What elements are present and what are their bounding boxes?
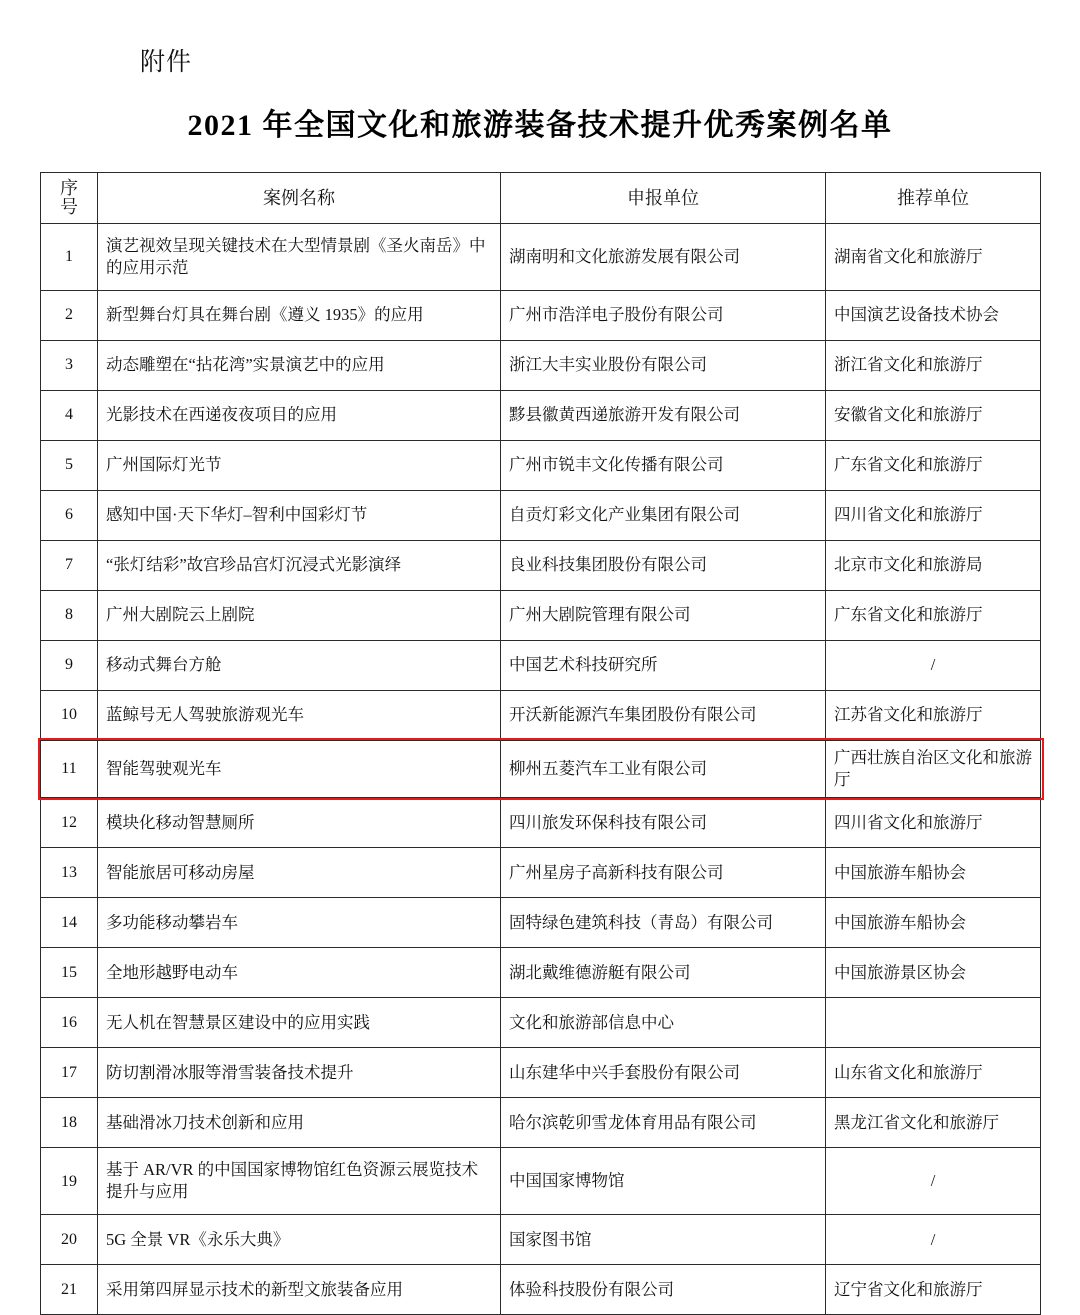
cell-recommend-unit: 山东省文化和旅游厅 xyxy=(826,1048,1041,1098)
cell-case-name: 演艺视效呈现关键技术在大型情景剧《圣火南岳》中的应用示范 xyxy=(98,223,501,290)
cell-recommend-unit: 广西壮族自治区文化和旅游厅 xyxy=(826,740,1041,798)
cell-recommend-unit: 江苏省文化和旅游厅 xyxy=(826,690,1041,740)
cell-recommend-unit: / xyxy=(826,640,1041,690)
cell-apply-unit: 广州市锐丰文化传播有限公司 xyxy=(501,440,826,490)
cell-recommend-unit: 黑龙江省文化和旅游厅 xyxy=(826,1098,1041,1148)
column-header-sequence-line2: 号 xyxy=(60,196,78,217)
column-header-sequence-line1: 序 xyxy=(60,178,78,198)
cell-recommend-unit: 湖南省文化和旅游厅 xyxy=(826,223,1041,290)
table-row xyxy=(41,898,1041,948)
table-row xyxy=(41,540,1041,590)
cell-apply-unit: 柳州五菱汽车工业有限公司 xyxy=(501,740,826,798)
cell-sequence: 18 xyxy=(41,1098,98,1148)
page-title: 2021 年全国文化和旅游装备技术提升优秀案例名单 xyxy=(187,109,893,142)
cell-case-name: 广州大剧院云上剧院 xyxy=(98,590,501,640)
table-row xyxy=(41,490,1041,540)
cell-apply-unit: 良业科技集团股份有限公司 xyxy=(501,540,826,590)
column-header-apply-unit: 申报单位 xyxy=(501,173,826,224)
cell-sequence: 10 xyxy=(41,690,98,740)
cell-sequence: 20 xyxy=(41,1215,98,1265)
table-row xyxy=(41,690,1041,740)
cell-recommend-unit: 中国旅游车船协会 xyxy=(826,898,1041,948)
cell-case-name: 智能旅居可移动房屋 xyxy=(98,848,501,898)
cell-recommend-unit: 浙江省文化和旅游厅 xyxy=(826,340,1041,390)
cell-case-name: 移动式舞台方舱 xyxy=(98,640,501,690)
column-header-sequence xyxy=(41,173,98,224)
cell-recommend-unit: 四川省文化和旅游厅 xyxy=(826,490,1041,540)
cell-case-name: 多功能移动攀岩车 xyxy=(98,898,501,948)
cell-case-name: 防切割滑冰服等滑雪装备技术提升 xyxy=(98,1048,501,1098)
table-header-row xyxy=(41,173,1041,224)
cell-apply-unit: 中国艺术科技研究所 xyxy=(501,640,826,690)
table-row xyxy=(41,948,1041,998)
cell-sequence: 17 xyxy=(41,1048,98,1098)
table-row xyxy=(41,998,1041,1048)
cell-sequence: 4 xyxy=(41,390,98,440)
table-row xyxy=(41,1098,1041,1148)
cell-case-name: 感知中国·天下华灯–智利中国彩灯节 xyxy=(98,490,501,540)
cell-case-name: 广州国际灯光节 xyxy=(98,440,501,490)
cell-case-name: 基于 AR/VR 的中国国家博物馆红色资源云展览技术提升与应用 xyxy=(98,1148,501,1215)
cell-sequence: 19 xyxy=(41,1148,98,1215)
column-header-case-name: 案例名称 xyxy=(98,173,501,224)
cell-apply-unit: 固特绿色建筑科技（青岛）有限公司 xyxy=(501,898,826,948)
cell-case-name: 动态雕塑在“拈花湾”实景演艺中的应用 xyxy=(98,340,501,390)
cell-sequence: 11 xyxy=(41,740,98,798)
cell-case-name: 基础滑冰刀技术创新和应用 xyxy=(98,1098,501,1148)
case-list-table xyxy=(40,172,1041,1315)
cell-apply-unit: 湖北戴维德游艇有限公司 xyxy=(501,948,826,998)
table-row xyxy=(41,390,1041,440)
cell-recommend-unit: / xyxy=(826,1215,1041,1265)
cell-sequence: 12 xyxy=(41,798,98,848)
cell-apply-unit: 广州市浩洋电子股份有限公司 xyxy=(501,290,826,340)
cell-case-name: 模块化移动智慧厕所 xyxy=(98,798,501,848)
cell-apply-unit: 国家图书馆 xyxy=(501,1215,826,1265)
cell-sequence: 1 xyxy=(41,223,98,290)
cell-case-name: 5G 全景 VR《永乐大典》 xyxy=(98,1215,501,1265)
table-row xyxy=(41,223,1041,290)
cell-recommend-unit: 四川省文化和旅游厅 xyxy=(826,798,1041,848)
cell-recommend-unit: 广东省文化和旅游厅 xyxy=(826,590,1041,640)
cell-sequence: 3 xyxy=(41,340,98,390)
table-row xyxy=(41,340,1041,390)
cell-apply-unit: 自贡灯彩文化产业集团有限公司 xyxy=(501,490,826,540)
column-header-recommend-unit: 推荐单位 xyxy=(826,173,1041,224)
cell-apply-unit: 文化和旅游部信息中心 xyxy=(501,998,826,1048)
cell-recommend-unit: 中国旅游车船协会 xyxy=(826,848,1041,898)
cell-apply-unit: 广州大剧院管理有限公司 xyxy=(501,590,826,640)
cell-recommend-unit: 安徽省文化和旅游厅 xyxy=(826,390,1041,440)
cell-apply-unit: 湖南明和文化旅游发展有限公司 xyxy=(501,223,826,290)
cell-apply-unit: 体验科技股份有限公司 xyxy=(501,1265,826,1315)
cell-recommend-unit: 中国旅游景区协会 xyxy=(826,948,1041,998)
cell-apply-unit: 开沃新能源汽车集团股份有限公司 xyxy=(501,690,826,740)
cell-sequence: 16 xyxy=(41,998,98,1048)
cell-sequence: 13 xyxy=(41,848,98,898)
cell-recommend-unit: 北京市文化和旅游局 xyxy=(826,540,1041,590)
cell-case-name: “张灯结彩”故宫珍品宫灯沉浸式光影演绎 xyxy=(98,540,501,590)
table-header xyxy=(41,173,1041,224)
cell-case-name: 光影技术在西递夜夜项目的应用 xyxy=(98,390,501,440)
table-row xyxy=(41,848,1041,898)
cell-case-name: 智能驾驶观光车 xyxy=(98,740,501,798)
table-row xyxy=(41,1215,1041,1265)
cell-case-name: 蓝鲸号无人驾驶旅游观光车 xyxy=(98,690,501,740)
cell-sequence: 9 xyxy=(41,640,98,690)
cell-recommend-unit xyxy=(826,998,1041,1048)
table-row xyxy=(41,440,1041,490)
table-row xyxy=(41,740,1041,798)
table-row xyxy=(41,590,1041,640)
cell-case-name: 新型舞台灯具在舞台剧《遵义 1935》的应用 xyxy=(98,290,501,340)
cell-apply-unit: 哈尔滨乾卯雪龙体育用品有限公司 xyxy=(501,1098,826,1148)
cell-apply-unit: 中国国家博物馆 xyxy=(501,1148,826,1215)
table-body xyxy=(41,223,1041,1315)
cell-sequence: 21 xyxy=(41,1265,98,1315)
cell-case-name: 无人机在智慧景区建设中的应用实践 xyxy=(98,998,501,1048)
table-row xyxy=(41,1048,1041,1098)
cell-apply-unit: 山东建华中兴手套股份有限公司 xyxy=(501,1048,826,1098)
cell-sequence: 8 xyxy=(41,590,98,640)
cell-apply-unit: 浙江大丰实业股份有限公司 xyxy=(501,340,826,390)
table-row xyxy=(41,798,1041,848)
cell-recommend-unit: 广东省文化和旅游厅 xyxy=(826,440,1041,490)
cell-sequence: 14 xyxy=(41,898,98,948)
cell-sequence: 15 xyxy=(41,948,98,998)
cell-case-name: 采用第四屏显示技术的新型文旅装备应用 xyxy=(98,1265,501,1315)
cell-apply-unit: 黟县徽黄西递旅游开发有限公司 xyxy=(501,390,826,440)
cell-recommend-unit: 中国演艺设备技术协会 xyxy=(826,290,1041,340)
cell-recommend-unit: 辽宁省文化和旅游厅 xyxy=(826,1265,1041,1315)
cell-sequence: 2 xyxy=(41,290,98,340)
table-row xyxy=(41,640,1041,690)
cell-apply-unit: 四川旅发环保科技有限公司 xyxy=(501,798,826,848)
table-row xyxy=(41,1265,1041,1315)
cell-recommend-unit: / xyxy=(826,1148,1041,1215)
cell-sequence: 7 xyxy=(41,540,98,590)
cell-apply-unit: 广州星房子高新科技有限公司 xyxy=(501,848,826,898)
cell-sequence: 5 xyxy=(41,440,98,490)
cell-case-name: 全地形越野电动车 xyxy=(98,948,501,998)
attachment-label: 附件 xyxy=(140,49,193,76)
table-row xyxy=(41,290,1041,340)
cell-sequence: 6 xyxy=(41,490,98,540)
table-row xyxy=(41,1148,1041,1215)
